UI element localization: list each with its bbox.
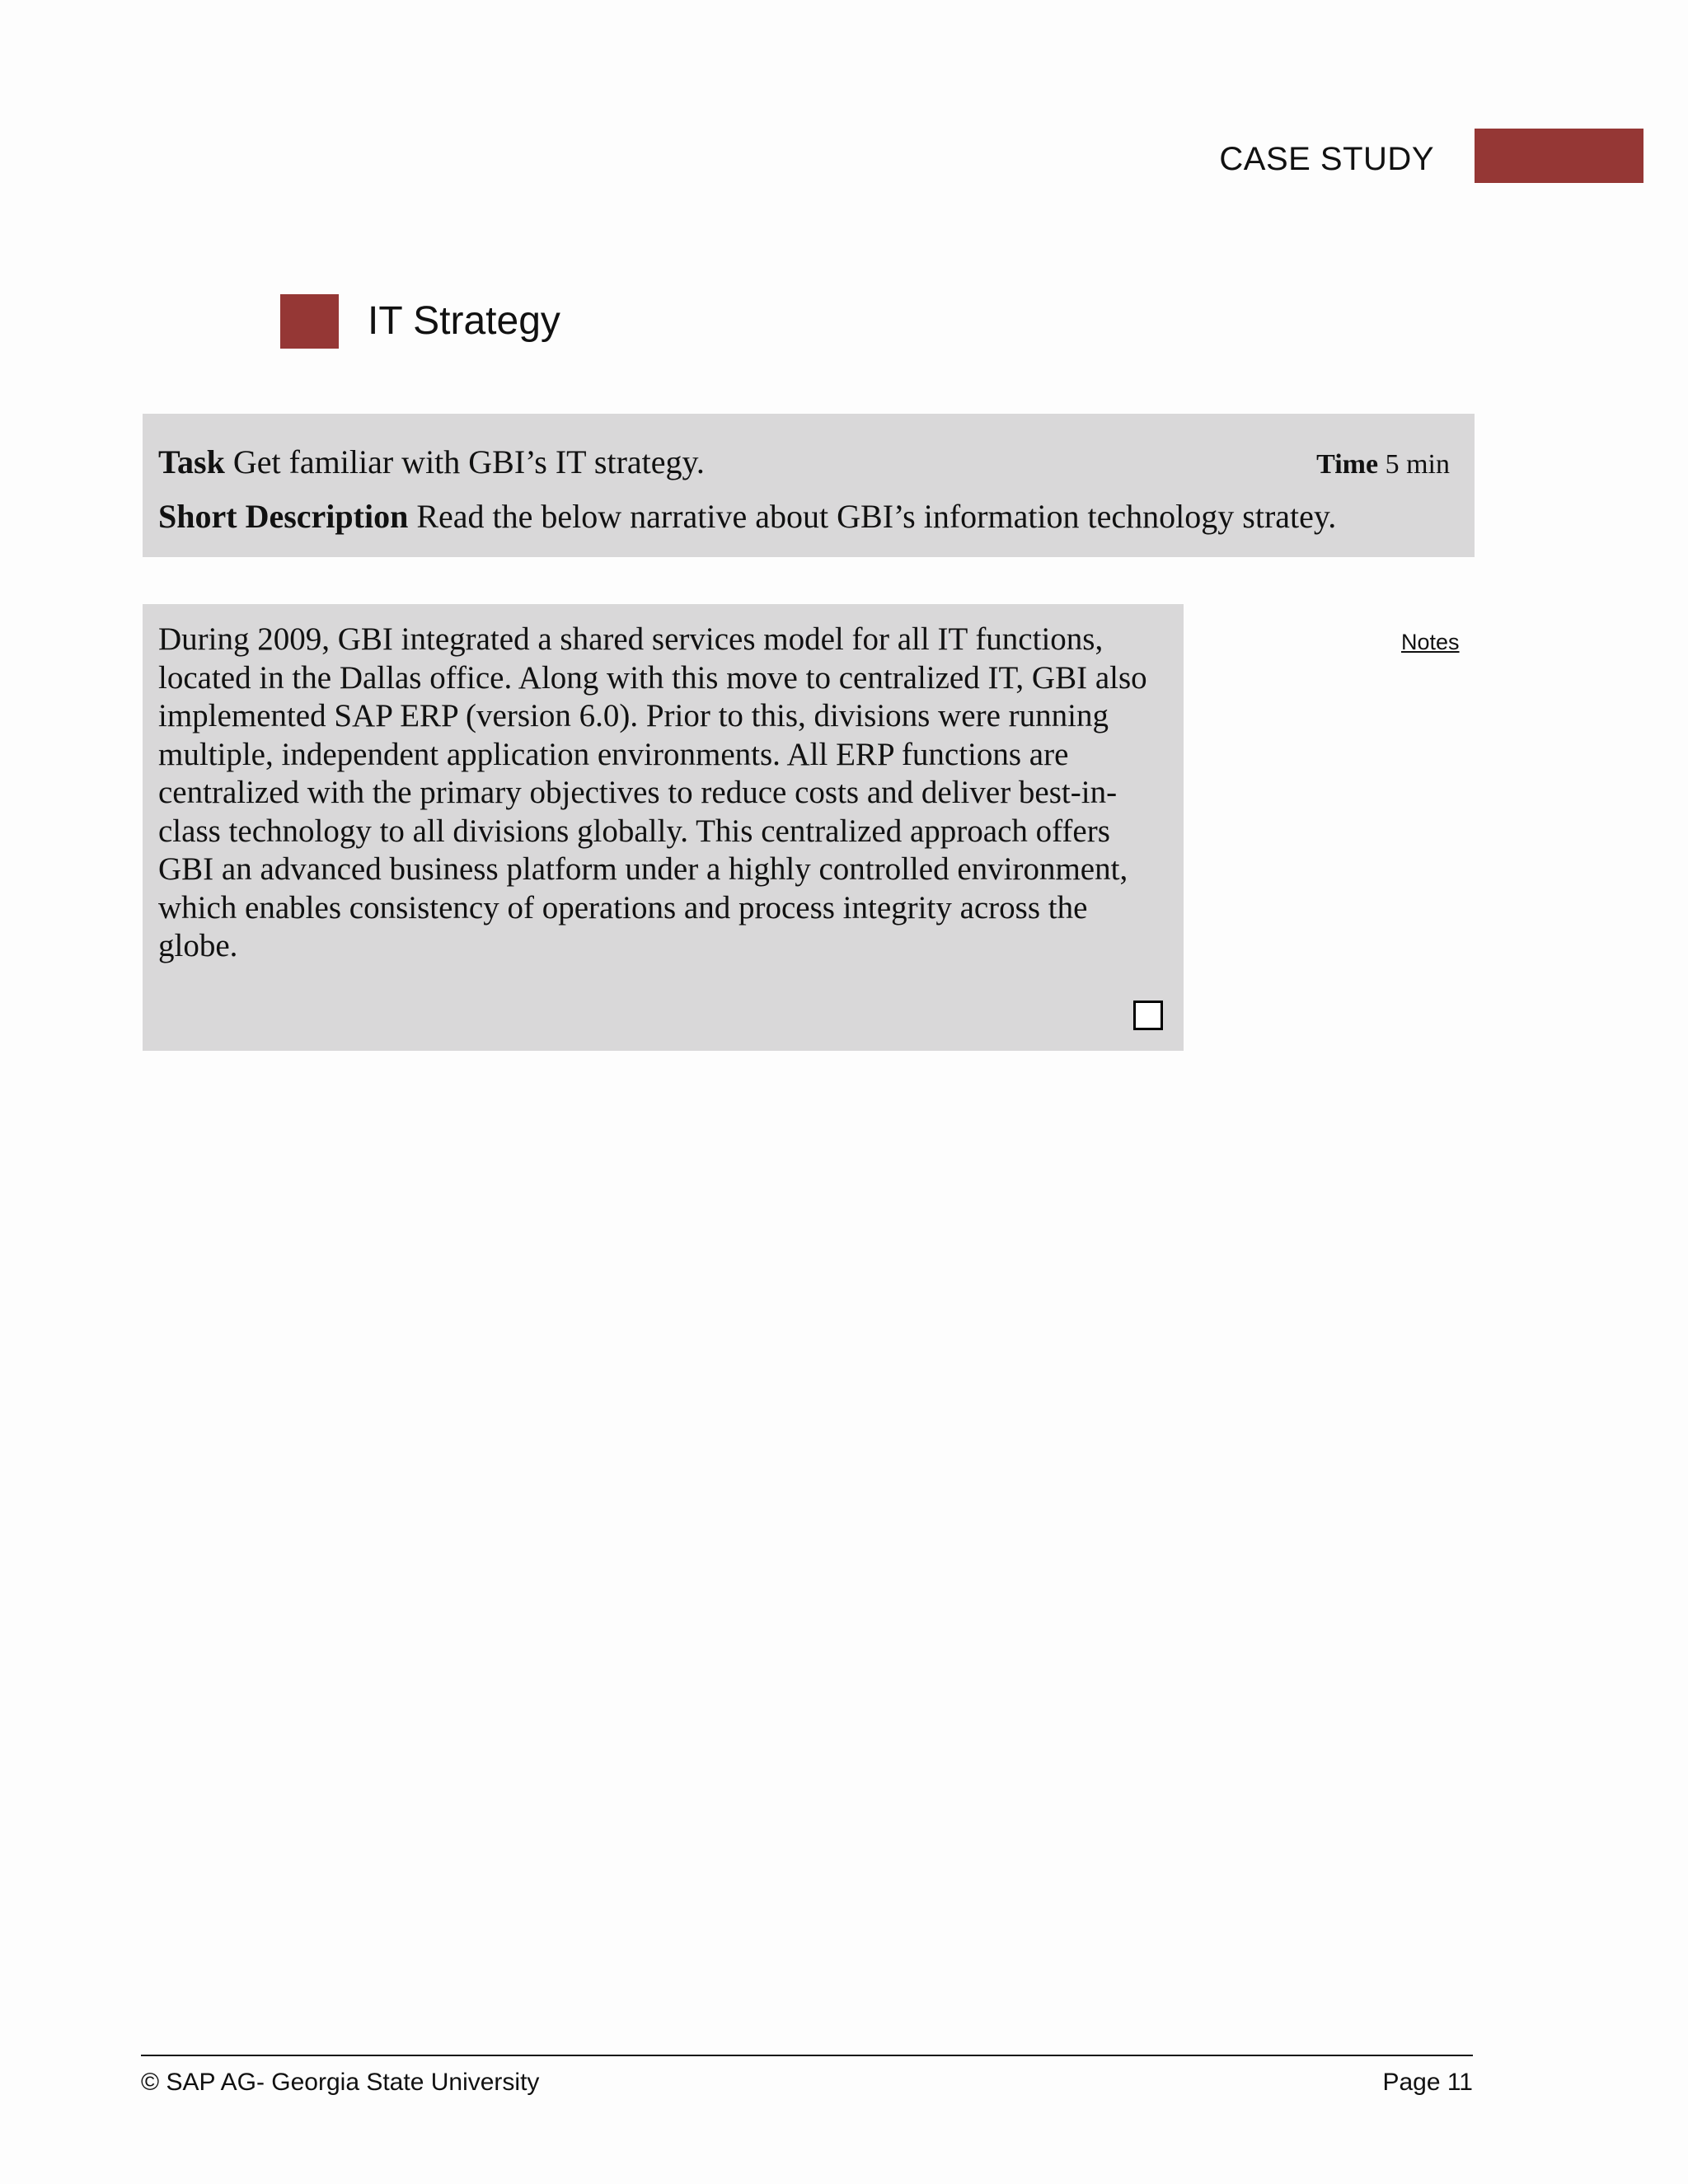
task-line <box>158 442 705 483</box>
time-label: Time <box>1316 449 1379 480</box>
notes-label: Notes <box>1401 630 1460 654</box>
completion-checkbox[interactable] <box>1133 1001 1163 1030</box>
narrative-box <box>143 604 1184 1051</box>
time-value: 5 min <box>1385 449 1450 480</box>
time-estimate <box>1316 447 1450 483</box>
header-accent-bar <box>1475 129 1643 183</box>
short-description-text: Read the below narrative about GBI’s information technology stratey. <box>416 498 1337 535</box>
footer-divider <box>141 2055 1473 2056</box>
section-marker-square <box>280 294 339 349</box>
narrative-text: During 2009, GBI integrated a shared services model for all IT functions, located in the Dallas office. Along with this move to centralized IT, GBI also implemented SAP ERP (version 6.0). Prior to this, divisions were running multiple, independent application environments. All ERP functions are centralized with the primary objectives to reduce costs and deliver best-in-class technology to all divisions globally. This centralized approach offers GBI an advanced business platform under a highly controlled environment, which enables consistency of operations and process integrity across the globe. <box>158 621 1147 963</box>
task-box <box>143 414 1475 557</box>
footer-copyright: © SAP AG- Georgia State University <box>141 2069 540 2096</box>
case-study-label: CASE STUDY <box>1219 141 1434 177</box>
page-number: Page 11 <box>1382 2069 1473 2096</box>
section-title: IT Strategy <box>368 299 560 343</box>
short-description-line <box>158 496 1336 537</box>
task-text: Get familiar with GBI’s IT strategy. <box>232 443 705 480</box>
task-label: Task <box>158 443 225 480</box>
short-description-label: Short Description <box>158 498 409 535</box>
